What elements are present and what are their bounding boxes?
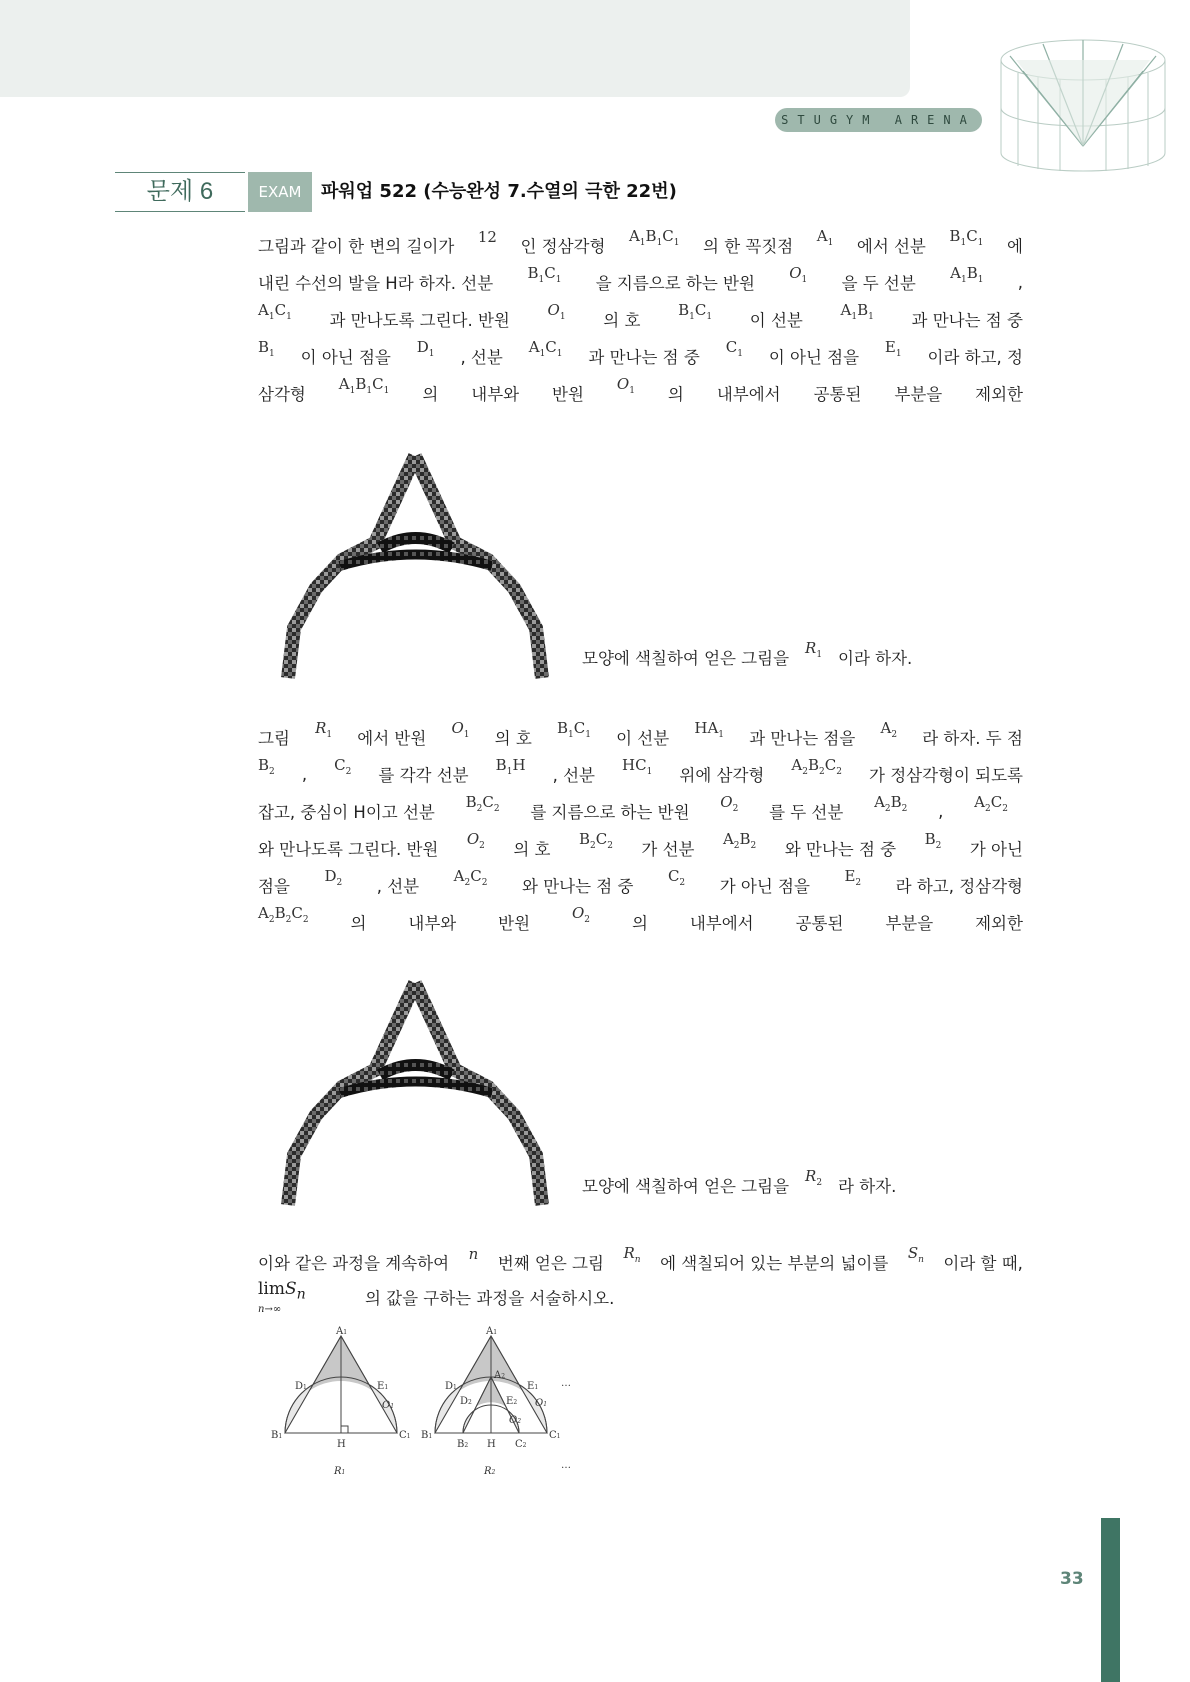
math-point: $B_2$ bbox=[924, 829, 942, 851]
fig-label: A1 bbox=[486, 1326, 498, 1337]
text: , bbox=[1017, 272, 1023, 292]
para2-line6 bbox=[258, 903, 1023, 934]
text: 부분을 bbox=[894, 385, 943, 404]
fig-ellipsis: … bbox=[561, 1378, 571, 1389]
text: 이 선분 bbox=[749, 311, 803, 330]
para2-line5 bbox=[258, 866, 1023, 897]
text: 내부에서 bbox=[689, 914, 754, 933]
caption-2 bbox=[582, 1166, 897, 1197]
fig-label: C2 bbox=[515, 1439, 527, 1450]
text: 가 정삼각형이 되도록 bbox=[869, 766, 1023, 785]
fig-label: D1 bbox=[445, 1381, 457, 1392]
text: 라 하자. 두 점 bbox=[922, 729, 1023, 748]
math-segment: $B_1H$ bbox=[495, 755, 526, 777]
text: 내린 수선의 발을 H라 하자. 선분 bbox=[258, 274, 494, 293]
text: 내부와 bbox=[408, 914, 457, 933]
figure-r2 bbox=[421, 1326, 571, 1477]
math-point: $C_2$ bbox=[334, 755, 352, 777]
fig-ellipsis: … bbox=[561, 1460, 571, 1471]
fig-label: R2 bbox=[484, 1466, 496, 1477]
fig-label: D2 bbox=[460, 1396, 472, 1407]
math-segment: $A_1B_1$ bbox=[840, 300, 874, 322]
math-point: $C_2$ bbox=[667, 866, 686, 888]
text: 의 한 꼭짓점 bbox=[703, 237, 794, 256]
para3-line1 bbox=[258, 1243, 1023, 1274]
text: 와 만나는 점 중 bbox=[784, 840, 897, 859]
text: 잡고, 중심이 H이고 선분 bbox=[258, 803, 435, 822]
lim-sub: n→∞ bbox=[258, 1304, 282, 1316]
math-arc: $B_2C_2$ bbox=[578, 829, 613, 851]
text: 인 정삼각형 bbox=[520, 237, 606, 256]
text: 이라 할 때, bbox=[943, 1254, 1023, 1273]
text: 를 두 선분 bbox=[769, 803, 844, 822]
fig-label: C1 bbox=[549, 1430, 561, 1441]
text: , 선분 bbox=[376, 877, 420, 896]
text: 이 아닌 점을 bbox=[768, 348, 860, 367]
text: 이와 같은 과정을 계속하여 bbox=[258, 1254, 450, 1273]
math-area: $S_n$ bbox=[907, 1243, 924, 1265]
fig-label: E1 bbox=[377, 1381, 389, 1392]
math-point: $B_2$ bbox=[258, 755, 275, 777]
math-segment: $A_1B_1$ bbox=[950, 263, 984, 285]
math-point: $D_2$ bbox=[324, 866, 343, 888]
text: 의 호 bbox=[494, 729, 532, 748]
text: 가 선분 bbox=[641, 840, 695, 859]
fig-label: O1 bbox=[535, 1398, 548, 1409]
text: 가 아닌 점을 bbox=[719, 877, 810, 896]
text: 공통된 bbox=[795, 914, 844, 933]
shape-illustration-1 bbox=[280, 448, 560, 683]
math-figure: $R_1$ bbox=[315, 718, 333, 740]
text: 위에 삼각형 bbox=[679, 766, 765, 785]
math-segment: $A_2B_2$ bbox=[874, 792, 908, 814]
limit-expression bbox=[258, 1281, 306, 1318]
text: , 선분 bbox=[460, 348, 503, 367]
text: 를 각각 선분 bbox=[378, 766, 469, 785]
text: 가 아닌 bbox=[969, 840, 1023, 859]
math-arc: $B_1C_1$ bbox=[556, 718, 591, 740]
math: 12 bbox=[477, 228, 497, 246]
text: 이라 하자. bbox=[838, 649, 913, 668]
header-band bbox=[0, 0, 910, 97]
text: 라 하자. bbox=[838, 1177, 897, 1196]
math-point: $A_1$ bbox=[816, 226, 834, 248]
math-segment: $HC_1$ bbox=[622, 755, 653, 777]
text: 에서 선분 bbox=[856, 237, 926, 256]
text: 그림 bbox=[258, 729, 290, 748]
text: 의 bbox=[667, 385, 684, 404]
fig-label: E1 bbox=[527, 1381, 539, 1392]
para1-line5 bbox=[258, 374, 1023, 405]
text: 내부에서 bbox=[716, 385, 781, 404]
text: 모양에 색칠하여 얻은 그림을 bbox=[582, 649, 790, 668]
math-figure: $R_n$ bbox=[623, 1243, 641, 1265]
math-segment: $A_2C_2$ bbox=[453, 866, 488, 888]
text: 와 만나는 점 중 bbox=[522, 877, 634, 896]
lim-var: $S_n$ bbox=[285, 1279, 306, 1303]
math-triangle: $A_2B_2C_2$ bbox=[791, 755, 842, 777]
text: 번째 얻은 그림 bbox=[497, 1254, 604, 1273]
figure-r1-r2 bbox=[265, 1326, 585, 1491]
page-number: 33 bbox=[1060, 1569, 1084, 1589]
cone-cylinder-logo bbox=[998, 38, 1168, 173]
fig-label: A1 bbox=[336, 1326, 348, 1337]
para1-line2 bbox=[258, 263, 1023, 294]
math-segment: $A_2C_2$ bbox=[974, 792, 1008, 814]
text: , bbox=[301, 764, 308, 784]
math-segment: $A_2B_2$ bbox=[722, 829, 757, 851]
fig-label: H bbox=[337, 1439, 346, 1450]
text: 과 만나는 점 중 bbox=[911, 311, 1023, 330]
figure-r1 bbox=[271, 1326, 410, 1477]
math-point: $E_2$ bbox=[844, 866, 862, 888]
fig-label: B1 bbox=[271, 1430, 283, 1441]
problem-header bbox=[115, 172, 915, 212]
text: 의 bbox=[350, 914, 367, 933]
para2-line2 bbox=[258, 755, 1023, 786]
problem-number: 문제 6 bbox=[115, 172, 245, 212]
fig-label: B2 bbox=[457, 1439, 469, 1450]
text: 을 두 선분 bbox=[841, 274, 916, 293]
text: 을 지름으로 하는 반원 bbox=[595, 274, 755, 293]
text: 모양에 색칠하여 얻은 그림을 bbox=[582, 1177, 790, 1196]
math-triangle: $A_1B_1C_1$ bbox=[338, 374, 390, 396]
text: 에서 반원 bbox=[357, 729, 427, 748]
math-semicircle: $O_2$ bbox=[720, 792, 739, 814]
para1-line1 bbox=[258, 226, 1023, 257]
para2-line3 bbox=[258, 792, 1008, 823]
fig-label: B1 bbox=[421, 1430, 433, 1441]
text: 에 bbox=[1006, 237, 1023, 256]
text: 의 호 bbox=[603, 311, 641, 330]
math-point: $E_1$ bbox=[884, 337, 902, 359]
shape-illustration-2 bbox=[280, 975, 560, 1210]
text: 의 bbox=[631, 914, 648, 933]
math-arc: $B_1C_1$ bbox=[678, 300, 713, 322]
fig-label: D1 bbox=[295, 1381, 307, 1392]
para1-line3 bbox=[258, 300, 1023, 331]
math-segment: $B_2C_2$ bbox=[465, 792, 500, 814]
math-semicircle: $O_1$ bbox=[451, 718, 470, 740]
text: 의 bbox=[422, 385, 439, 404]
math-segment: $A_1C_1$ bbox=[528, 337, 563, 359]
fig-label: A2 bbox=[494, 1370, 506, 1381]
math-point: $B_1$ bbox=[258, 337, 275, 359]
fig-label: O1 bbox=[382, 1400, 395, 1411]
text: 점을 bbox=[258, 877, 290, 896]
fig-label: C1 bbox=[399, 1430, 411, 1441]
fig-label: E2 bbox=[506, 1396, 518, 1407]
math-semicircle: $O_1$ bbox=[789, 263, 808, 285]
math-segment: $HA_1$ bbox=[694, 718, 725, 740]
math-segment: $B_1C_1$ bbox=[527, 263, 562, 285]
text: 공통된 bbox=[813, 385, 862, 404]
caption-1 bbox=[582, 638, 913, 669]
text: 그림과 같이 한 변의 길이가 bbox=[258, 237, 455, 256]
text: 라 하고, 정삼각형 bbox=[895, 877, 1023, 896]
text: 과 만나도록 그린다. 반원 bbox=[329, 311, 510, 330]
math-semicircle: $O_1$ bbox=[547, 300, 566, 322]
text: 의 호 bbox=[513, 840, 551, 859]
math-point: $D_1$ bbox=[416, 337, 435, 359]
para1-line4 bbox=[258, 337, 1023, 368]
para2-line4 bbox=[258, 829, 1023, 860]
exam-tag: EXAM bbox=[248, 172, 312, 212]
text: 와 만나도록 그린다. 반원 bbox=[258, 840, 439, 859]
brand-badge: STUGYM ARENA bbox=[775, 108, 982, 132]
math-point: $C_1$ bbox=[725, 337, 743, 359]
math-segment: $B_1C_1$ bbox=[949, 226, 984, 248]
math-triangle: $A_1B_1C_1$ bbox=[628, 226, 680, 248]
text: , bbox=[938, 801, 944, 821]
math-figure: $R_2$ bbox=[805, 1166, 823, 1188]
text: 부분을 bbox=[885, 914, 934, 933]
text: 이라 하고, 정 bbox=[927, 348, 1023, 367]
text: 과 만나는 점 중 bbox=[588, 348, 700, 367]
text: 반원 bbox=[498, 914, 531, 933]
math-semicircle: $O_1$ bbox=[616, 374, 635, 396]
text: 삼각형 bbox=[258, 385, 306, 404]
math-var: n bbox=[468, 1245, 479, 1263]
math-segment: $A_1C_1$ bbox=[258, 300, 292, 322]
page-sidebar-bar bbox=[1101, 1518, 1120, 1682]
math-semicircle: $O_2$ bbox=[466, 829, 485, 851]
text: 내부와 bbox=[471, 385, 520, 404]
text: 과 만나는 점을 bbox=[749, 729, 856, 748]
fig-label: H bbox=[487, 1439, 496, 1450]
text: 반원 bbox=[552, 385, 584, 404]
math-triangle: $A_2B_2C_2$ bbox=[258, 903, 309, 925]
fig-label: R1 bbox=[334, 1466, 346, 1477]
text: 제외한 bbox=[975, 914, 1023, 933]
para2-line1 bbox=[258, 718, 1023, 749]
fig-label: O2 bbox=[509, 1415, 522, 1426]
math-figure: $R_1$ bbox=[805, 638, 823, 660]
problem-title: 파워업 522 (수능완성 7.수열의 극한 22번) bbox=[321, 181, 677, 202]
text: 에 색칠되어 있는 부분의 넓이를 bbox=[660, 1254, 889, 1273]
text: , 선분 bbox=[552, 766, 595, 785]
math-point: $A_2$ bbox=[880, 718, 898, 740]
para3-line2: 의 값을 구하는 과정을 서술하시오. bbox=[365, 1289, 615, 1308]
lim-text: lim bbox=[258, 1279, 285, 1299]
text: 이 아닌 점을 bbox=[300, 348, 391, 367]
text: 를 지름으로 하는 반원 bbox=[530, 803, 690, 822]
text: 제외한 bbox=[975, 385, 1023, 404]
math-semicircle: $O_2$ bbox=[571, 903, 591, 925]
text: 이 선분 bbox=[616, 729, 670, 748]
